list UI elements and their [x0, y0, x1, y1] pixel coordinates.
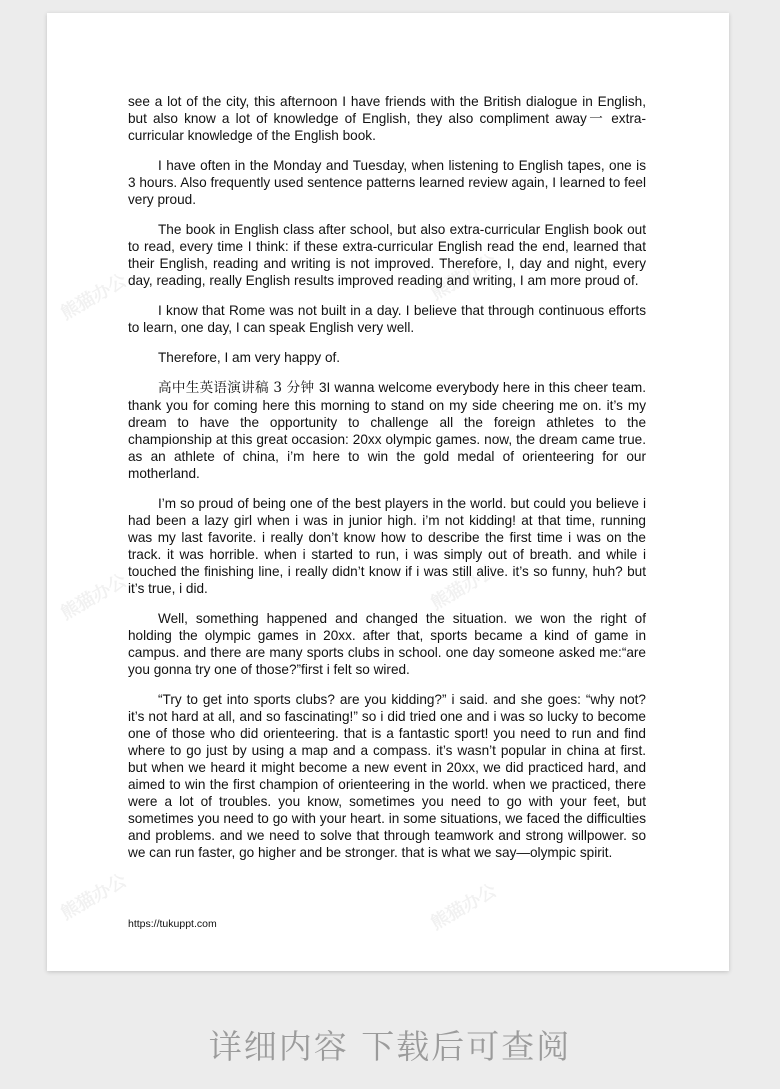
- watermark: 熊猫办公: [57, 570, 131, 625]
- document-body: [128, 93, 646, 874]
- document-page: [47, 13, 729, 971]
- paragraph: Well, something happened and changed the situation. we won the right of holding the olympic games in 20xx. after that, sports became a kind of game in campus. and there are many sports clubs in school. one day someone asked me:“are you gonna try one of those?”first i felt so wired.: [128, 611, 646, 677]
- source-url: https://tukuppt.com: [128, 918, 217, 930]
- paragraph: The book in English class after school, but also extra-curricular English book out to read, every time I think: if these extra-curricular English read the end, learned that their English, reading and writing is not improved. Therefore, I, day and night, every day, reading, really English results improved reading and writing, I am more proud of.: [128, 222, 646, 288]
- paragraph: see a lot of the city, this afternoon I have friends with the British dialogue in English, but also know a lot of knowledge of English, they also compliment away一 extra-curricular knowledge of the English book.: [128, 94, 646, 143]
- watermark: 熊猫办公: [57, 870, 131, 925]
- watermark: 熊猫办公: [427, 880, 501, 935]
- watermark: 熊猫办公: [57, 270, 131, 325]
- paragraph: I’m so proud of being one of the best players in the world. but could you believe i had been a lazy girl when i was in junior high. i’m not kidding! at that time, running was my last favorite. i really don’t know how to describe the first time i was on the track. it was horrible. when i started to run, i was simply out of breath. and while i touched the finishing line, i really didn’t know if i was still alive. it’s so funny, huh? but it’s true, i did.: [128, 496, 646, 596]
- paragraph: I have often in the Monday and Tuesday, when listening to English tapes, one is 3 hours. Also frequently used sentence patterns learned review again, I learned to feel very proud.: [128, 158, 646, 207]
- paragraph: I know that Rome was not built in a day. I believe that through continuous efforts to learn, one day, I can speak English very well.: [128, 303, 646, 335]
- paragraph: “Try to get into sports clubs? are you kidding?” i said. and she goes: “why not? it’s not hard at all, and so fascinating!” so i did tried one and i was so lucky to become one of those who did orienteering. that is a fantastic sport! you need to run and find where to go just by using a map and a compass. it’s wasn’t popular in china at first. but when we heard it might become a new event in 20xx, we did practiced hard, and aimed to win the first champion of orienteering in the world. when we practiced, there were a lot of troubles. you know, sometimes you need to go with your feet, but sometimes you need to go with your heart. in some situations, we faced the difficulties and problems. and we need to solve that through teamwork and strong willpower. so we can run faster, go higher and be stronger. that is what we say—olympic spirit.: [128, 692, 646, 860]
- speech-paragraph: [128, 379, 646, 482]
- speech-opening-text: 3I wanna welcome everybody here in this cheer team. thank you for coming here this morning to stand on my side cheering me on. it’s my dream to have the opportunity to challenge all the foreign athletes to the championship at this great occasion: 20xx olympic games. now, the dream came true. as an athlete of china, i’m here to win the gold medal of orienteering for our motherland.: [128, 380, 646, 481]
- watermark: 熊猫办公: [427, 250, 501, 305]
- watermark: 熊猫办公: [427, 560, 501, 615]
- footer-caption: 详细内容 下载后可查阅: [208, 1027, 572, 1066]
- paragraph: Therefore, I am very happy of.: [158, 350, 341, 365]
- speech-title: 高中生英语演讲稿 3 分钟: [158, 380, 319, 396]
